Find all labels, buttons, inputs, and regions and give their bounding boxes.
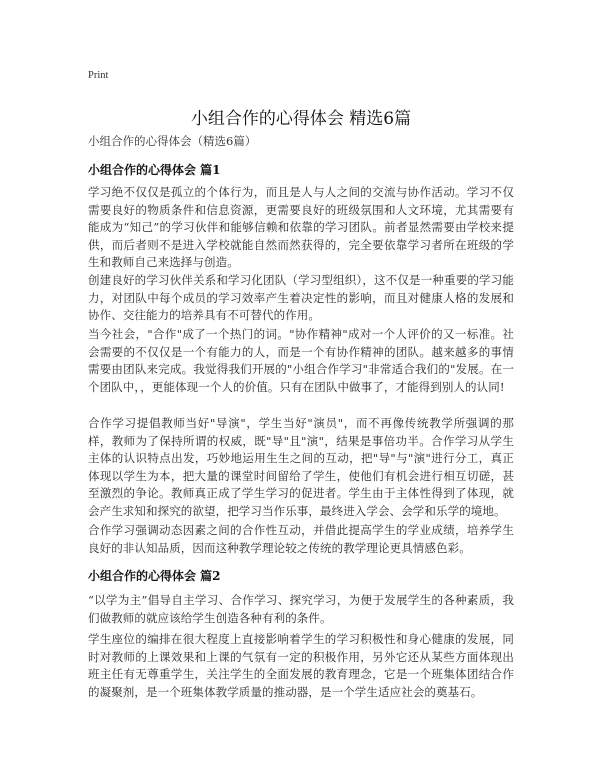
- paragraph-1-2: 创建良好的学习伙伴关系和学习化团队（学习型组织），这不仅是一种重要的学习能力，对团队中每个成员的学习效率产生着决定性的影响，而且对健康人格的发展和协作、交往能力的培养具有不可替代的作用。: [88, 273, 514, 322]
- document-title: 小组合作的心得体会 精选6篇: [190, 109, 412, 129]
- paragraph-1-5: 合作学习强调动态因素之间的合作性互动，并借此提高学生的学业成绩，培养学生良好的非认知品质，因而这种教学理论较之传统的教学理论更具情感色彩。: [88, 523, 514, 555]
- section-heading-1: 小组合作的心得体会 篇1: [88, 163, 221, 177]
- paragraph-2-2: 学生座位的编排在很大程度上直接影响着学生的学习积极性和身心健康的发展，同时对教师的上课效果和上课的气氛有一定的积极作用，另外它还从某些方面体现出班主任有无尊重学生，关注学生的全面发展的教育理念，它是一个班集体团结合作的凝聚剂，是一个班集体教学质量的推动器，是一个学生适应社会的奠基石。: [88, 632, 514, 699]
- paragraph-1-4: 合作学习提倡教师当好"导演"，学生当好"演员"，而不再像传统教学所强调的那样，教师为了保持所谓的权威，既"导"且"演"，结果是事倍功半。合作学习从学生主体的认识特点出发，巧妙地运用生生之间的互动，把"导"与"演"进行分工，真正体现以学生为本，把大量的课堂时间留给了学生，使他们有机会进行相互切磋，甚至激烈的争论。教师真正成了学生学习的促进者。学生由于主体性得到了体现，就会产生求知和探究的欲望，把学习当作乐事，最终进入学会、会学和乐学的境地。: [88, 416, 514, 518]
- paragraph-2-1: “以学为主”倡导自主学习、合作学习、探究学习，为便于发展学生的各种素质，我们做教师的就应该给学生创造各种有利的条件。: [88, 593, 514, 625]
- section-heading-2: 小组合作的心得体会 篇2: [88, 569, 221, 583]
- paragraph-1-3: 当今社会，"合作"成了一个热门的词。"协作精神"成对一个人评价的又一标准。社会需要的不仅仅是一个有能力的人，而是一个有协作精神的团队。越来越多的事情需要由团队来完成。我觉得我们开展的"小组合作学习"非常适合我们的"发展。在一个团队中，，更能体现一个人的价值。只有在团队中做事了，才能得到别人的认同!: [88, 327, 514, 394]
- paragraph-1-1: 学习绝不仅仅是孤立的个体行为，而且是人与人之间的交流与协作活动。学习不仅需要良好的物质条件和信息资源，更需要良好的班级氛围和人文环境，尤其需要有能成为“知己”的学习伙伴和能够信赖和依靠的学习团队。前者显然需要由学校来提供，而后者则不是进入学校就能自然而然获得的，完全要依靠学习者所在班级的学生和教师自己来选择与创造。: [88, 185, 514, 269]
- document-subtitle: 小组合作的心得体会（精选6篇）: [88, 134, 257, 148]
- print-link[interactable]: Print: [88, 70, 109, 81]
